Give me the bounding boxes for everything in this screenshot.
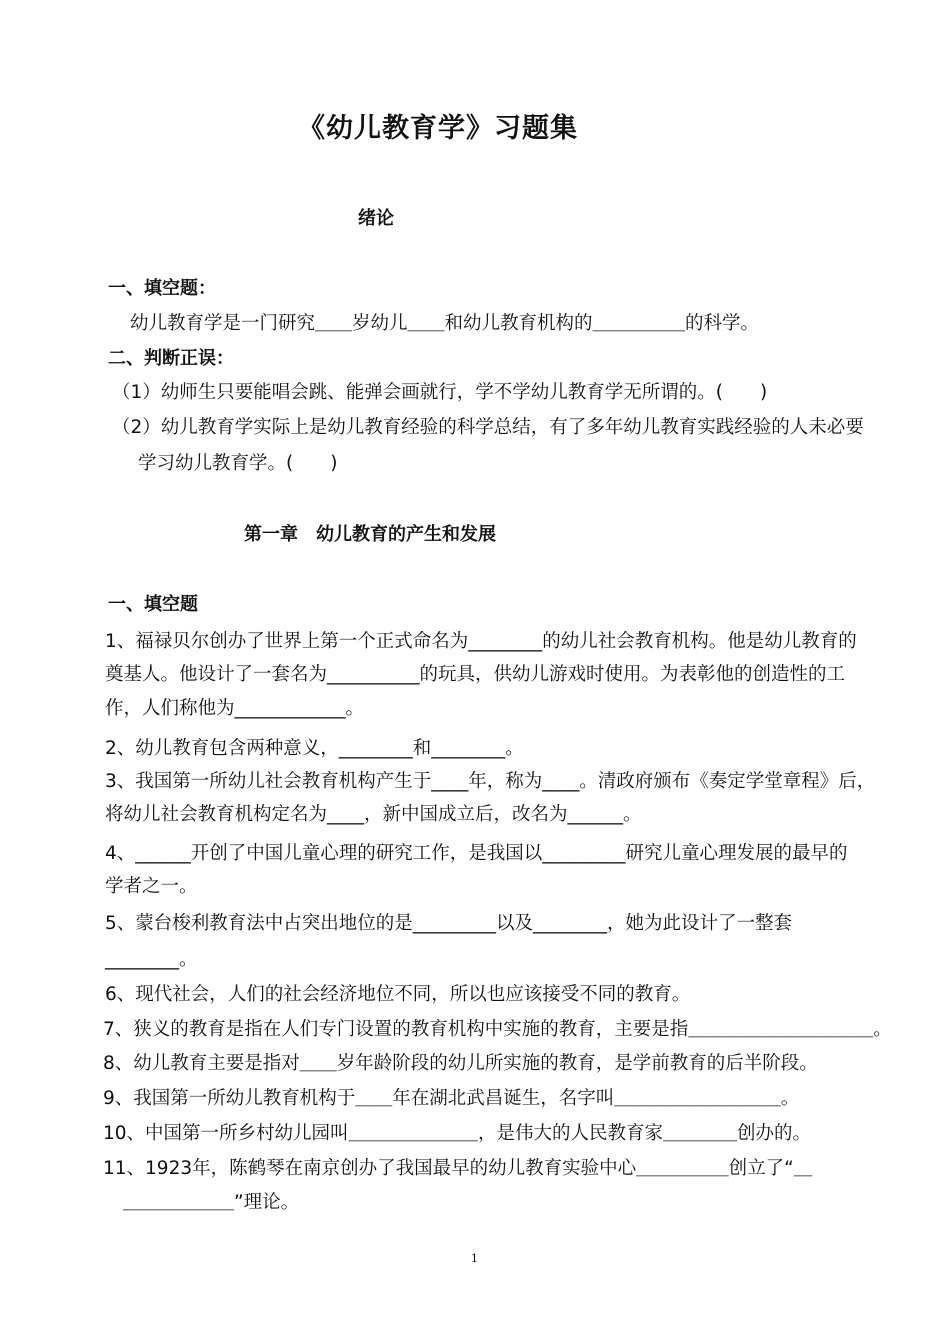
question-5-line-1: 5、蒙台梭利教育法中占突出地位的是_________以及________，她为此设计了一整套: [105, 913, 793, 934]
question-5-line-2: ________。: [105, 949, 198, 970]
question-4-line-1: 4、______开创了中国儿童心理的研究工作，是我国以_________研究儿童心理发展的最早的: [105, 843, 848, 864]
question-1-line-3: 作，人们称他为____________。: [105, 698, 365, 719]
question-9: 9、我国第一所幼儿教育机构于＿＿年在湖北武昌诞生，名字叫＿＿＿＿＿＿＿＿＿。: [103, 1088, 800, 1109]
question-3-line-1: 3、我国第一所幼儿社会教育机构产生于____年，称为____。清政府颁布《奏定学堂章程》后，: [105, 771, 876, 792]
intro-heading: 绪论: [358, 208, 394, 229]
question-4-line-2: 学者之一。: [105, 876, 198, 897]
intro-fill-question: 幼儿教育学是一门研究＿＿岁幼儿＿＿和幼儿教育机构的＿＿＿＿＿的科学。: [130, 313, 760, 334]
question-10: 10、中国第一所乡村幼儿园叫＿＿＿＿＿＿＿，是伟大的人民教育家＿＿＿＿创办的。: [103, 1123, 812, 1144]
question-3-line-2: 将幼儿社会教育机构定名为____，新中国成立后，改名为______。: [105, 804, 642, 825]
chapter1-fill-heading: 一、填空题: [108, 594, 198, 615]
question-8: 8、幼儿教育主要是指对＿＿岁年龄阶段的幼儿所实施的教育，是学前教育的后半阶段。: [103, 1053, 818, 1074]
question-11-line-1: 11、1923年，陈鹤琴在南京创办了我国最早的幼儿教育实验中心＿＿＿＿＿创立了“＿: [103, 1158, 813, 1179]
chapter1-heading: 第一章 幼儿教育的产生和发展: [244, 524, 496, 545]
page-title: 《幼儿教育学》习题集: [298, 113, 578, 144]
page-number: 1: [471, 1252, 478, 1265]
intro-tf-question-2-line-2: 学习幼儿教育学。( ): [138, 453, 338, 474]
question-7: 7、狭义的教育是指在人们专门设置的教育机构中实施的教育，主要是指＿＿＿＿＿＿＿＿＿＿。: [103, 1019, 892, 1040]
question-1-line-2: 奠基人。他设计了一套名为__________的玩具，供幼儿游戏时使用。为表彰他的创造性的工: [105, 664, 846, 685]
intro-tf-question-2-line-1: （2）幼儿教育学实际上是幼儿教育经验的科学总结，有了多年幼儿教育实践经验的人未必要: [112, 417, 864, 438]
intro-tf-question-1: （1）幼师生只要能唱会跳、能弹会画就行，学不学幼儿教育学无所谓的。( ): [112, 382, 768, 403]
question-11-line-2: ＿＿＿＿＿＿”理论。: [123, 1192, 300, 1213]
intro-tf-heading: 二、判断正误：: [108, 348, 234, 369]
question-1-line-1: 1、福禄贝尔创办了世界上第一个正式命名为________的幼儿社会教育机构。他是幼儿教育的: [105, 631, 857, 652]
question-6: 6、现代社会，人们的社会经济地位不同，所以也应该接受不同的教育。: [105, 984, 691, 1005]
intro-fill-heading: 一、填空题：: [108, 278, 216, 299]
question-2: 2、幼儿教育包含两种意义，________和________。: [105, 738, 524, 759]
